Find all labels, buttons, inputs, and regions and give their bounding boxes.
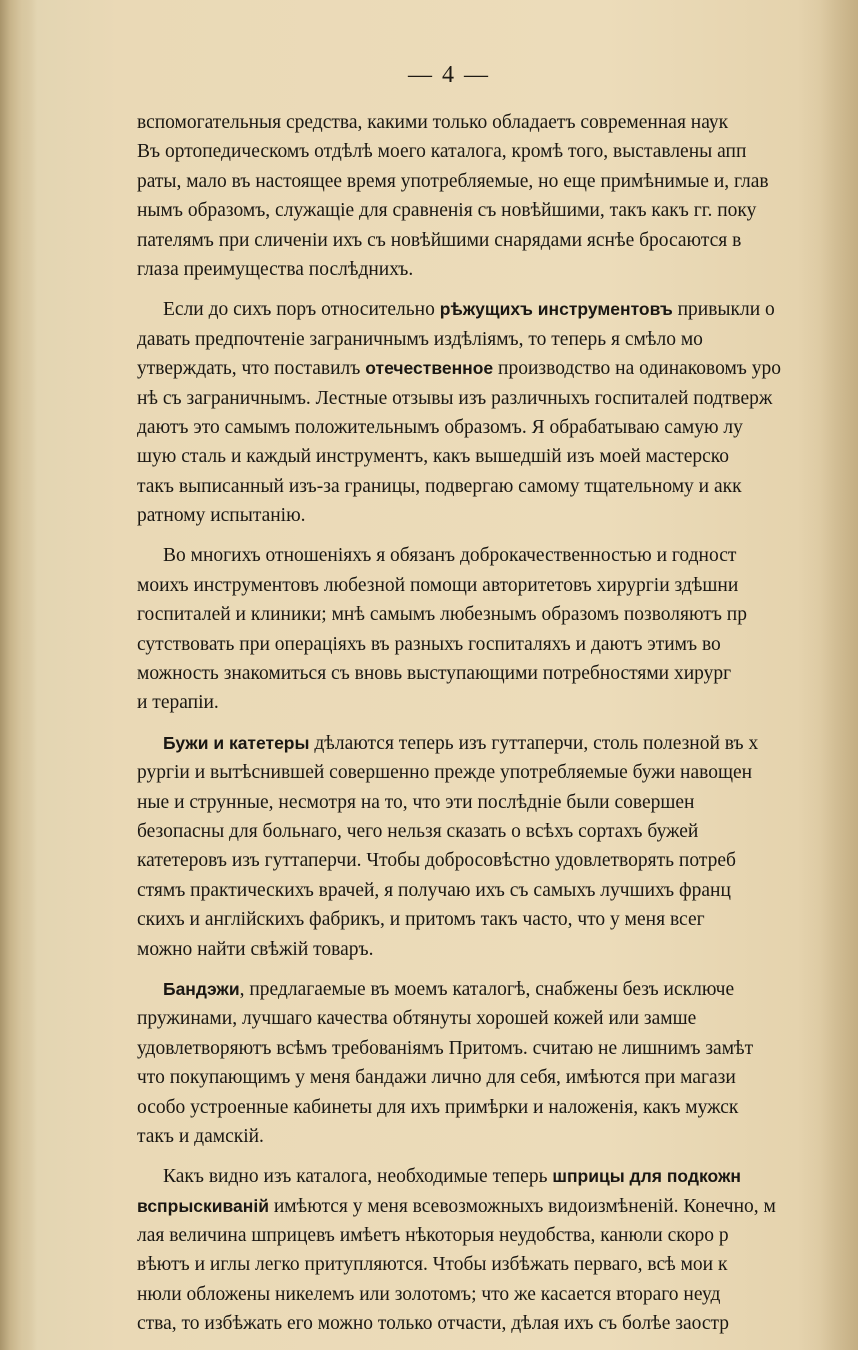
text-line xyxy=(137,108,858,137)
text-run: безопасны для больнаго, чего нельзя сказать о всѣхъ сортахъ бужей xyxy=(137,820,699,842)
text-line xyxy=(137,600,858,629)
text-run: можно найти свѣжій товаръ. xyxy=(137,938,374,960)
text-run: стямъ практическихъ врачей, я получаю ихъ съ самыхъ лучшихъ франц xyxy=(137,879,731,901)
text-run: и терапіи. xyxy=(137,692,219,714)
text-run: Во многихъ отношеніяхъ я обязанъ доброкачественностью и годност xyxy=(163,545,737,567)
text-run: ные и струнные, несмотря на то, что эти послѣдніе были совершен xyxy=(137,791,695,813)
text-run: моихъ инструментовъ любезной помощи авторитетовъ хирургіи здѣшни xyxy=(137,574,739,596)
text-line xyxy=(137,541,858,570)
text-run: скихъ и англійскихъ фабрикъ, и притомъ такъ часто, что у меня всег xyxy=(137,909,705,931)
text-run: вѣютъ и иглы легко притупляются. Чтобы избѣжать перваго, всѣ мои к xyxy=(137,1254,728,1276)
text-line xyxy=(137,688,858,717)
text-line xyxy=(137,1192,858,1221)
text-run: , предлагаемые въ моемъ каталогѣ, снабжены безъ исключе xyxy=(239,978,735,1000)
text-run: привыкли о xyxy=(672,299,775,321)
text-line xyxy=(137,413,858,442)
text-run: пружинами, лучшаго качества обтянуты хорошей кожей или замше xyxy=(137,1008,697,1030)
text-line xyxy=(137,1004,858,1033)
text-line xyxy=(137,354,858,383)
text-run: госпиталей и клиники; мнѣ самымъ любезнымъ образомъ позволяютъ пр xyxy=(137,604,747,626)
text-run: нѣ съ заграничнымъ. Лестные отзывы изъ различныхъ госпиталей подтверж xyxy=(137,387,773,409)
binding-edge xyxy=(0,0,36,1350)
text-line xyxy=(137,472,858,501)
text-run: Если до сихъ поръ относительно xyxy=(163,299,440,321)
bold-term: отечественное xyxy=(365,358,494,379)
text-line xyxy=(137,905,858,934)
text-line xyxy=(137,325,858,354)
text-line xyxy=(137,1221,858,1250)
text-run: Въ ортопедическомъ отдѣлѣ моего каталога, кромѣ того, выставлены апп xyxy=(137,141,747,163)
text-run: нымъ образомъ, служащіе для сравненія съ новѣйшими, такъ какъ гг. поку xyxy=(137,200,757,222)
text-run: глаза преимущества послѣднихъ. xyxy=(137,258,414,280)
bold-term: Бандэжи xyxy=(163,978,240,999)
text-line xyxy=(137,1063,858,1092)
text-run: давать предпочтеніе заграничнымъ издѣліямъ, то теперь я смѣло мо xyxy=(137,328,703,350)
text-run: лая величина шприцевъ имѣетъ нѣкоторыя неудобства, канюли скоро р xyxy=(137,1225,729,1247)
text-run: что покупающимъ у меня бандажи лично для себя, имѣются при магази xyxy=(137,1067,736,1089)
text-run: особо устроенные кабинеты для ихъ примѣрки и наложенія, какъ мужск xyxy=(137,1096,739,1118)
page-number: — 4 — xyxy=(408,62,490,88)
text-line xyxy=(137,167,858,196)
text-line xyxy=(137,384,858,413)
text-run: дѣлаются теперь изъ гуттаперчи, столь полезной въ х xyxy=(309,732,759,754)
text-line xyxy=(137,935,858,964)
text-run: пателямъ при сличеніи ихъ съ новѣйшими снарядами яснѣе бросаются в xyxy=(137,229,742,251)
text-line xyxy=(137,659,858,688)
text-line xyxy=(137,975,858,1004)
text-run: можность знакомиться съ вновь выступающими потребностями хирург xyxy=(137,663,732,685)
text-line xyxy=(137,1034,858,1063)
text-line xyxy=(137,501,858,530)
text-run: вспомогательныя средства, какими только обладаетъ современная наук xyxy=(137,112,729,133)
text-line xyxy=(137,226,858,255)
text-run: шую сталь и каждый инструментъ, какъ вышедшій изъ моей мастерско xyxy=(137,446,729,468)
text-line xyxy=(137,196,858,225)
text-line xyxy=(137,846,858,875)
bold-term: рѣжущихъ инструментовъ xyxy=(439,299,673,320)
text-line xyxy=(137,788,858,817)
text-run: удовлетворяютъ всѣмъ требованіямъ Притомъ. считаю не лишнимъ замѣт xyxy=(137,1037,754,1059)
text-run: имѣются у меня всевозможныхъ видоизмѣненій. Конечно, м xyxy=(268,1195,776,1217)
text-line xyxy=(137,442,858,471)
text-run: такъ и дамскій. xyxy=(137,1125,264,1147)
bold-term: Бужи и катетеры xyxy=(163,732,310,753)
text-line xyxy=(137,1122,858,1151)
text-line xyxy=(137,729,858,758)
text-line xyxy=(137,295,858,324)
text-line xyxy=(137,1280,858,1309)
text-line xyxy=(137,571,858,600)
body-text xyxy=(137,108,858,1339)
text-run: производство на одинаковомъ уро xyxy=(493,358,782,380)
text-line xyxy=(137,1309,858,1338)
bold-term: вспрыскиваній xyxy=(137,1195,269,1216)
bold-term: шприцы для подкожн xyxy=(552,1166,741,1187)
text-line xyxy=(137,817,858,846)
text-line xyxy=(137,137,858,166)
text-line xyxy=(137,876,858,905)
text-run: рургіи и вытѣснившей совершенно прежде употребляемые бужи навощен xyxy=(137,762,753,784)
text-line xyxy=(137,1162,858,1191)
text-run: утверждать, что поставилъ xyxy=(137,358,366,380)
text-run: даютъ это самымъ положительнымъ образомъ. Я обрабатываю самую лу xyxy=(137,416,743,438)
text-run: нюли обложены никелемъ или золотомъ; что же касается втораго неуд xyxy=(137,1283,721,1305)
text-run: ства, то избѣжать его можно только отчасти, дѣлая ихъ съ болѣе заостр xyxy=(137,1313,730,1335)
text-run: такъ выписанный изъ-за границы, подвергаю самому тщательному и акк xyxy=(137,475,742,497)
text-run: катетеровъ изъ гуттаперчи. Чтобы добросовѣстно удовлетворять потреб xyxy=(137,850,736,872)
text-run: раты, мало въ настоящее время употребляемые, но еще примѣнимые и, глав xyxy=(137,170,769,192)
text-line xyxy=(137,758,858,787)
text-run: ратному испытанію. xyxy=(137,505,306,527)
text-line xyxy=(137,1093,858,1122)
text-line xyxy=(137,630,858,659)
text-line xyxy=(137,1250,858,1279)
text-run: сутствовать при операціяхъ въ разныхъ госпиталяхъ и даютъ этимъ во xyxy=(137,633,721,655)
text-run: Какъ видно изъ каталога, необходимые теперь xyxy=(163,1166,553,1188)
text-line xyxy=(137,255,858,284)
